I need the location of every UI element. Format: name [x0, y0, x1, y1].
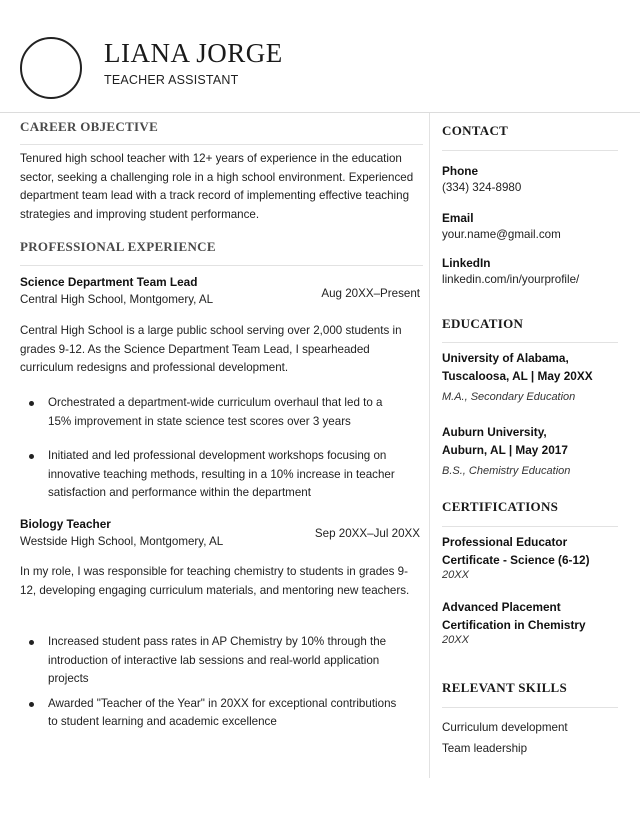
certification-name: Certification in Chemistry	[442, 618, 586, 632]
job-summary: Central High School is a large public school serving over 2,000 students in grades 9-12. As the Science Department Team Lead, I spearheaded curriculum redesigns and professional development.	[20, 324, 402, 374]
column-divider	[429, 113, 430, 778]
bullet-icon	[29, 401, 34, 406]
list-item: Initiated and led professional development workshops focusing on innovative teaching methods, resulting in a 10% increase in teacher satisfaction and performance within the department	[20, 447, 405, 503]
certification-entry	[442, 533, 618, 581]
experience-heading: PROFESSIONAL EXPERIENCE	[20, 239, 216, 254]
objective-text: Tenured high school teacher with 12+ years of experience in the education sector, seeking a challenging role in a high school environment. Experienced department team lead with a track record of implementing effective teaching strategies and improving student performance.	[20, 152, 414, 221]
candidate-name: LIANA JORGE	[104, 38, 283, 68]
linkedin-label: LinkedIn	[442, 256, 491, 270]
certification-name: Advanced Placement	[442, 600, 561, 614]
school-location: Auburn, AL | May 2017	[442, 443, 568, 457]
phone-label: Phone	[442, 164, 479, 178]
email-label: Email	[442, 211, 474, 225]
linkedin-link[interactable]: linkedin.com/in/yourprofile/	[442, 273, 580, 286]
job-summary: In my role, I was responsible for teaching chemistry to students in grades 9-12, developing engaging curriculum materials, and mentoring new teachers.	[20, 565, 410, 597]
email-link[interactable]: your.name@gmail.com	[442, 228, 561, 241]
job-entry	[20, 517, 423, 557]
section-rule	[442, 150, 618, 151]
education-entry	[442, 349, 618, 403]
list-item: Increased student pass rates in AP Chemistry by 10% through the introduction of interactive lab sessions and real-world application projects	[20, 633, 405, 689]
section-rule	[20, 144, 423, 145]
objective-heading: CAREER OBJECTIVE	[20, 119, 159, 134]
certification-year: 20XX	[442, 634, 469, 646]
job-dates: Sep 20XX–Jul 20XX	[314, 527, 420, 540]
job-bullets	[20, 394, 405, 503]
skills-heading: RELEVANT SKILLS	[442, 680, 568, 695]
header-divider	[0, 112, 640, 113]
degree: M.A., Secondary Education	[442, 391, 576, 403]
resume-header	[0, 0, 640, 112]
phone-value: (334) 324-8980	[442, 181, 522, 194]
certification-name: Professional Educator	[442, 535, 568, 549]
skill-item: Team leadership	[442, 742, 528, 755]
education-entry	[442, 423, 618, 477]
certification-year: 20XX	[442, 569, 469, 581]
section-rule	[442, 707, 618, 708]
certification-entry	[442, 598, 618, 646]
avatar	[20, 37, 82, 99]
bullet-icon	[29, 702, 34, 707]
job-title: Biology Teacher	[20, 517, 111, 531]
education-heading: EDUCATION	[442, 316, 524, 331]
job-title: Science Department Team Lead	[20, 275, 198, 289]
degree: B.S., Chemistry Education	[442, 465, 571, 477]
section-rule	[442, 526, 618, 527]
school-name: University of Alabama,	[442, 351, 569, 365]
school-location: Tuscaloosa, AL | May 20XX	[442, 369, 593, 383]
section-rule	[442, 342, 618, 343]
list-item: Awarded "Teacher of the Year" in 20XX for exceptional contributions to student learning and academic excellence	[20, 695, 405, 732]
bullet-icon	[29, 454, 34, 459]
school-name: Auburn University,	[442, 425, 547, 439]
section-rule	[20, 265, 423, 266]
job-entry	[20, 275, 423, 315]
skill-item: Curriculum development	[442, 721, 568, 734]
job-bullets	[20, 633, 405, 732]
candidate-role: TEACHER ASSISTANT	[104, 73, 239, 87]
bullet-icon	[29, 640, 34, 645]
list-item: Orchestrated a department-wide curriculum overhaul that led to a 15% improvement in state science test scores over 3 years	[20, 394, 405, 431]
contact-heading: CONTACT	[442, 123, 509, 138]
job-org: Westside High School, Montgomery, AL	[20, 535, 224, 548]
job-org: Central High School, Montgomery, AL	[20, 293, 214, 306]
certification-name: Certificate - Science (6-12)	[442, 553, 590, 567]
job-dates: Aug 20XX–Present	[321, 287, 420, 300]
certifications-heading: CERTIFICATIONS	[442, 499, 559, 514]
